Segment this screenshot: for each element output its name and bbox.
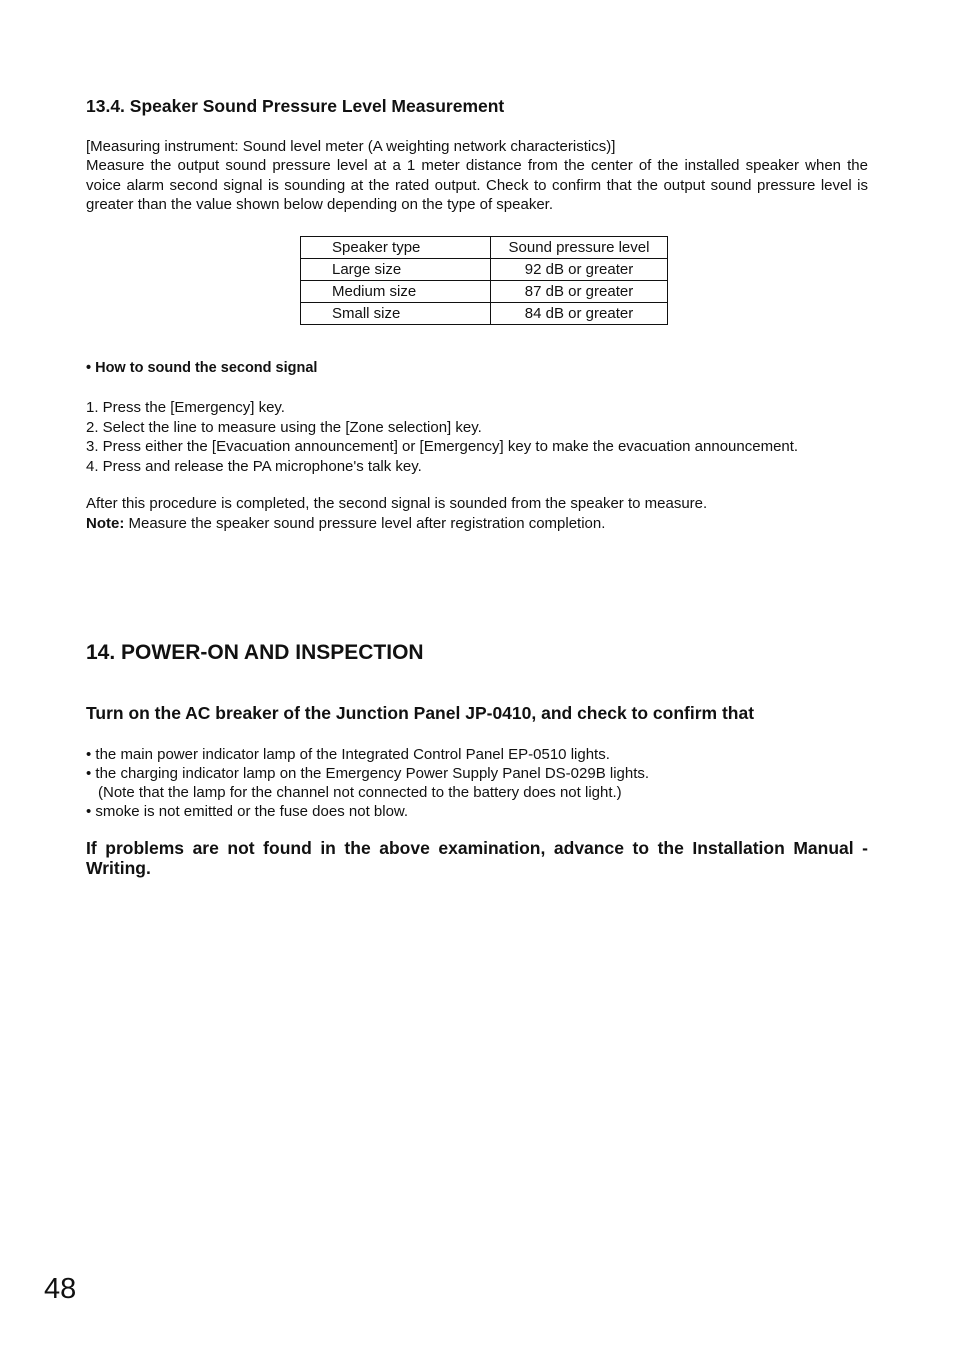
table-cell: Small size — [301, 303, 491, 325]
table-cell: 87 dB or greater — [491, 281, 668, 303]
list-item: 3. Press either the [Evacuation announcement] or [Emergency] key to make the evacuation announcement. — [86, 438, 799, 455]
note-label: Note: — [86, 515, 125, 532]
list-item: 4. Press and release the PA microphone's talk key. — [86, 457, 422, 475]
procedure-steps — [86, 398, 798, 476]
how-to-heading: • How to sound the second signal — [86, 360, 318, 376]
list-item: • smoke is not emitted or the fuse does not blow. — [86, 803, 409, 820]
list-item: • the main power indicator lamp of the Integrated Control Panel EP-0510 lights. — [86, 746, 610, 763]
section-14-heading: 14. POWER-ON AND INSPECTION — [86, 641, 424, 664]
list-item: 2. Select the line to measure using the [Zone selection] key. — [86, 418, 482, 436]
table-header-cell: Sound pressure level — [491, 237, 668, 259]
table-row — [301, 281, 668, 303]
table-cell: Large size — [301, 259, 491, 281]
section-14-subheading: Turn on the AC breaker of the Junction Panel JP-0410, and check to confirm that — [86, 703, 755, 723]
table-row — [301, 259, 668, 281]
table-cell: 92 dB or greater — [491, 259, 668, 281]
after-procedure-text: After this procedure is completed, the second signal is sounded from the speaker to measure. — [86, 495, 708, 512]
sound-pressure-table — [300, 236, 668, 325]
table-row — [301, 303, 668, 325]
table-header-row — [301, 237, 668, 259]
table-cell: 84 dB or greater — [491, 303, 668, 325]
measurement-description: Measure the output sound pressure level at a 1 meter distance from the center of the installed speaker when the voice alarm second signal is sounding at the rated output. Check to confirm that the output sound pressure level is greater than the value shown below depending on the type of speaker. — [86, 157, 868, 213]
note-paragraph — [86, 514, 868, 534]
note-text: Measure the speaker sound pressure level after registration completion. — [124, 515, 606, 532]
closing-instruction: If problems are not found in the above examination, advance to the Installation Manual - Writing. — [86, 838, 868, 878]
instrument-line: [Measuring instrument: Sound level meter (A weighting network characteristics)] — [86, 138, 616, 155]
list-item: 1. Press the [Emergency] key. — [86, 399, 285, 416]
table-cell: Medium size — [301, 281, 491, 303]
page-number: 48 — [44, 1273, 77, 1305]
table-header-cell: Speaker type — [301, 237, 491, 259]
section-13-4-heading: 13.4. Speaker Sound Pressure Level Measurement — [86, 96, 505, 116]
inspection-checklist — [86, 745, 649, 821]
list-item: • the charging indicator lamp on the Emergency Power Supply Panel DS-029B lights. — [86, 765, 650, 782]
list-item-note: (Note that the lamp for the channel not connected to the battery does not light.) — [98, 784, 622, 801]
